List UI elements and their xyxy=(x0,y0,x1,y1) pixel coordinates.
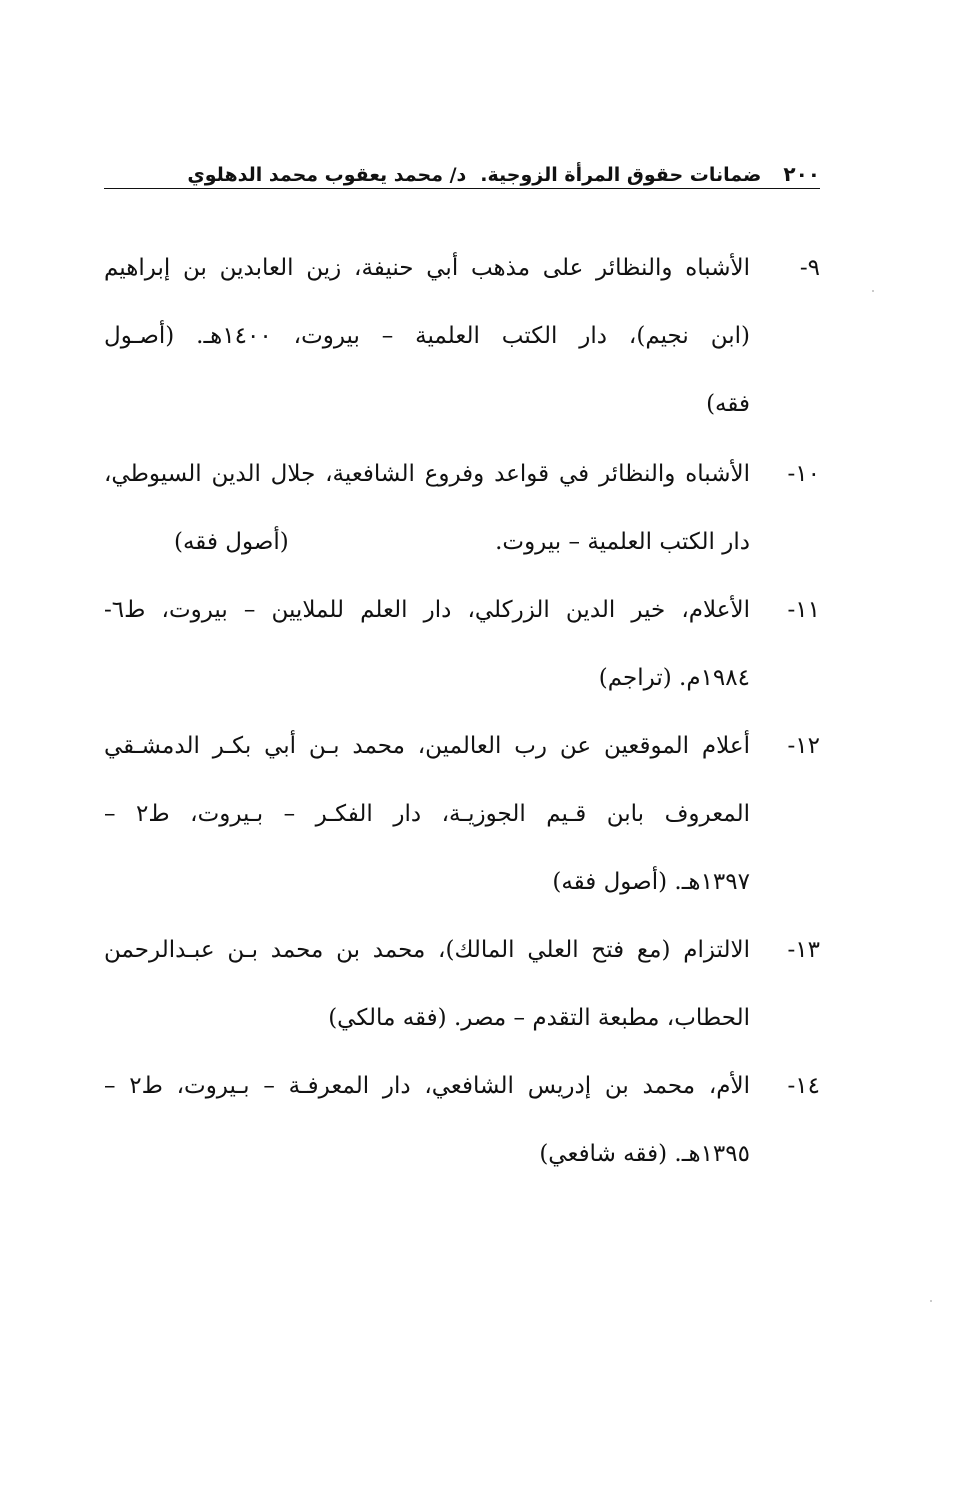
author-name: د/ محمد يعقوب محمد الدهلوي xyxy=(187,164,467,186)
entry-number: ١٠- xyxy=(787,461,820,487)
entry-line: الأشباه والنظائر على مذهب أبي حنيفة، زين العابدين بن إبراهيم xyxy=(104,255,750,281)
entry-line: (ابن نجيم)، دار الكتب العلمية – بيروت، ١٤٠٠هـ. (أصـول xyxy=(104,323,750,349)
running-header xyxy=(104,150,820,186)
bibliography-entry-12 xyxy=(104,712,820,916)
bibliography-entry-10 xyxy=(104,440,820,576)
entry-line: فقه) xyxy=(706,391,750,417)
scan-speck xyxy=(930,1300,932,1302)
book-title: ضمانات حقوق المرأة الزوجية. xyxy=(480,164,762,186)
entry-publisher: دار الكتب العلمية – بيروت. xyxy=(495,529,750,555)
entry-line: الحطاب، مطبعة التقدم – مصر. (فقه مالكي) xyxy=(328,1005,750,1031)
entry-number: ٩- xyxy=(799,255,820,281)
entry-number: ١٢- xyxy=(787,733,820,759)
entry-line: أعلام الموقعين عن رب العالمين، محمد بـن أبي بكـر الدمشـقي xyxy=(104,733,750,759)
bibliography-entry-9 xyxy=(104,234,820,438)
entry-line: الأم، محمد بن إدريس الشافعي، دار المعرفـة – بـيروت، ط٢ – xyxy=(104,1073,750,1099)
entry-line: الالتزام (مع فتح العلي المالك)، محمد بن محمد بـن عبـدالرحمن xyxy=(104,937,750,963)
bibliography-entry-13 xyxy=(104,916,820,1052)
entry-line: ١٩٨٤م. (تراجم) xyxy=(598,665,750,691)
bibliography-list xyxy=(104,234,820,1188)
entry-category: (أصول فقه) xyxy=(174,529,289,555)
entry-line: ١٣٩٧هـ. (أصول فقه) xyxy=(552,869,750,895)
entry-line xyxy=(104,508,750,576)
entry-line: ١٣٩٥هـ. (فقه شافعي) xyxy=(539,1141,750,1167)
entry-number: ١٣- xyxy=(787,937,820,963)
entry-line: المعروف بابن قـيم الجوزيـة، دار الفكـر – بـيروت، ط٢ – xyxy=(104,801,751,827)
entry-line: الأعلام، خير الدين الزركلي، دار العلم للملايين – بيروت، ط٦- xyxy=(104,597,750,623)
scan-speck xyxy=(872,290,874,292)
entry-number: ١١- xyxy=(787,597,820,623)
bibliography-entry-14 xyxy=(104,1052,820,1188)
page-number: ٢٠٠ xyxy=(783,162,820,186)
entry-line: الأشباه والنظائر في قواعد وفروع الشافعية، جلال الدين السيوطي، xyxy=(104,461,750,487)
entry-number: ١٤- xyxy=(787,1073,820,1099)
bibliography-entry-11 xyxy=(104,576,820,712)
header-rule xyxy=(104,188,820,189)
